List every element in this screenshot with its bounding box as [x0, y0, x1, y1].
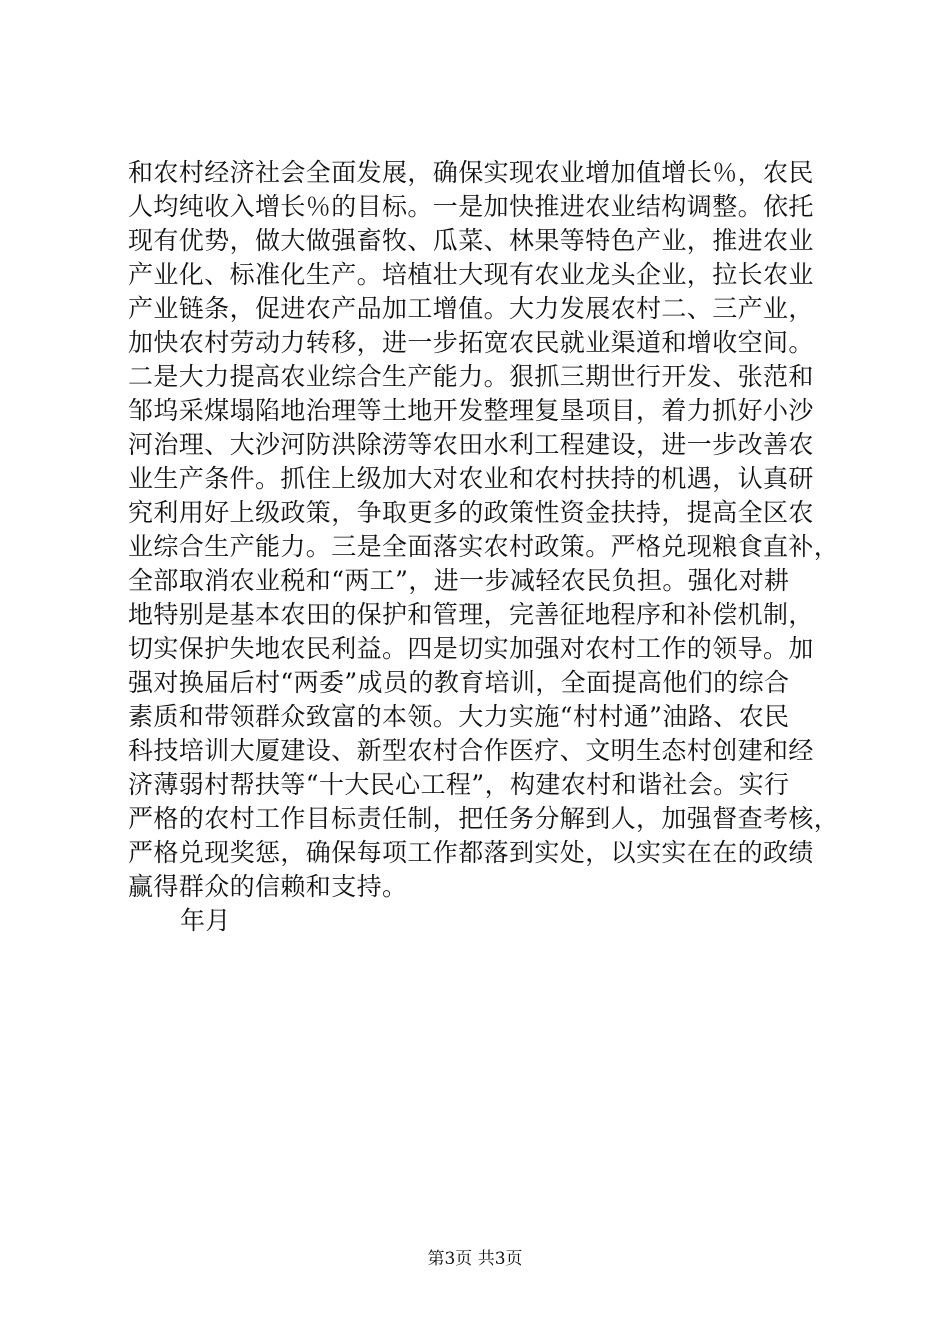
- text-line: 河治理、大沙河防洪除涝等农田水利工程建设，进一步改善农: [128, 430, 814, 459]
- text-line: 业生产条件。抓住上级加大对农业和农村扶持的机遇，认真研: [128, 464, 814, 493]
- text-line: 素质和带领群众致富的本领。大力实施“村村通”油路、农民: [128, 702, 790, 731]
- text-line: 地特别是基本农田的保护和管理，完善征地程序和补偿机制，: [128, 600, 814, 629]
- text-line: 加快农村劳动力转移，进一步拓宽农民就业渠道和增收空间。: [128, 328, 814, 357]
- text-line: 济薄弱村帮扶等“十大民心工程”，构建农村和谐社会。实行: [128, 770, 790, 799]
- text-line: 业综合生产能力。三是全面落实农村政策。严格兑现粮食直补，: [128, 532, 840, 561]
- text-line: 科技培训大厦建设、新型农村合作医疗、文明生态村创建和经: [128, 736, 814, 765]
- text-line: 二是大力提高农业综合生产能力。狠抓三期世行开发、张范和: [128, 362, 814, 391]
- text-line: 邹坞采煤塌陷地治理等土地开发整理复垦项目，着力抓好小沙: [128, 396, 814, 425]
- text-line: 人均纯收入增长％的目标。一是加快推进农业结构调整。依托: [128, 192, 814, 221]
- text-line: 全部取消农业税和“两工”，进一步减轻农民负担。强化对耕: [128, 566, 790, 595]
- text-line: 严格的农村工作目标责任制，把任务分解到人，加强督查考核，: [128, 804, 840, 833]
- text-line: 强对换届后村“两委”成员的教育培训，全面提高他们的综合: [128, 668, 790, 697]
- text-line: 究利用好上级政策，争取更多的政策性资金扶持，提高全区农: [128, 498, 814, 527]
- text-line: 和农村经济社会全面发展，确保实现农业增加值增长％，农民: [128, 158, 814, 187]
- text-line: 严格兑现奖惩，确保每项工作都落到实处，以实实在在的政绩: [128, 838, 814, 867]
- text-line: 产业链条，促进农产品加工增值。大力发展农村二、三产业，: [128, 294, 814, 323]
- page-footer: 第3页 共3页: [427, 1249, 523, 1269]
- text-line: 现有优势，做大做强畜牧、瓜菜、林果等特色产业，推进农业: [128, 226, 814, 255]
- text-line: 产业化、标准化生产。培植壮大现有农业龙头企业，拉长农业: [128, 260, 814, 289]
- text-line: 赢得群众的信赖和支持。: [128, 872, 408, 901]
- body-text: [128, 156, 848, 938]
- text-line: 切实保护失地农民利益。四是切实加强对农村工作的领导。加: [128, 634, 814, 663]
- date-line: 年月: [180, 906, 231, 935]
